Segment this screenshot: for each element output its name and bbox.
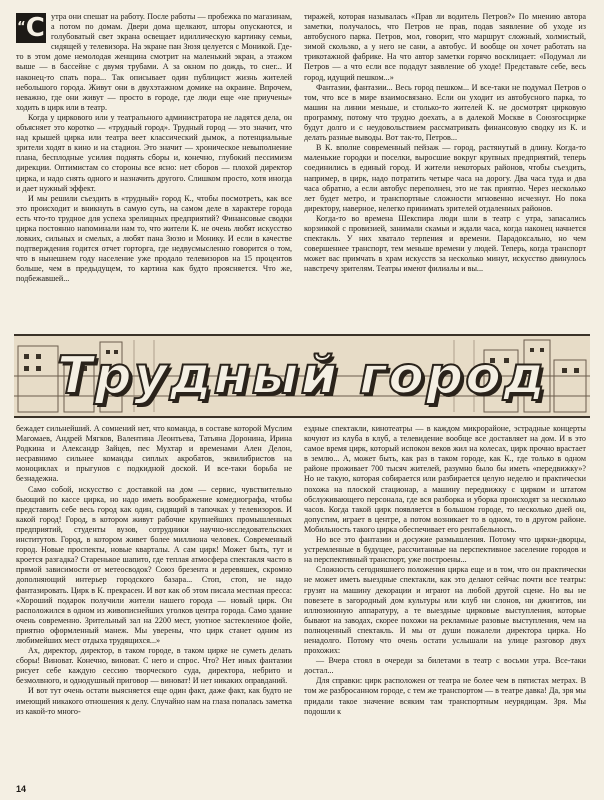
column-bottom-left	[16, 424, 292, 786]
dropcap-quote-mark: “	[17, 20, 26, 35]
paragraph: Когда-то во времена Шекспира люди шли в театр с утра, запасались корзинкой с провизией, занимали скамьи и ждали часа, когда наконец начнется спектакль. У них хватало терпения и времени. Парадоксально, но чем совершеннее транспорт, тем меньше времени у людей. Теперь, когда транспорт может вас примчать в храм искусств за несколько минут, искусство двинулось навстречу зрителям. Театры имеют филиалы и вы...	[304, 213, 586, 274]
paragraph: И мы решили съездить в «трудный» город К., чтобы посмотреть, как все это происходит и вникнуть в самую суть, на самом деле в характере города есть что-то трудное для успеха зрелищных предприятий? Финансовые сводки цирка постоянно напоминали нам то, что жители К. не очень любят искусство ловких, сильных и смелых, а любят пана Зюзю и Монику. И если в качестве подтверждения годится отчет горторга, где недвусмысленно говорится о том, что в нынешнем году население уже продало телевизоров на 15 процентов больше, чем в предыдущем, то картина как будто проясняется. Что же, подбежавшей...	[16, 193, 292, 284]
lead-paragraph	[16, 12, 292, 113]
paragraph: В К. вполне современный пейзаж — город, растянутый в длину. Когда-то маленькие городки и поселки, выросшие вокруг крупных предприятий, теперь соединились в единый город. И жители некоторых районов, чтобы съездить, например, в цирк, надо потратить четыре часа на дорогу. Два часа туда и два часа обратно, а если автобус переполнен, это не так приятно. Через несколько лет будет метро, и транспортные сложности мгновенно исчезнут. Но пока директору, наверное, нелегко принимать зрителей отдаленных районов.	[304, 143, 586, 213]
column-bottom-right	[304, 424, 586, 786]
paragraph: Фантазии, фантазии... Весь город пешком... И все-таки не подумал Петров о том, что все в мире взаимосвязано. Если он уходит из автобусного парка, то машин на линии меньше, и столько-то жителей К. не досмотрят цирковую программу, потому что трудно доехать, а в далекой Москве в Союзгосцирке будут долго и с неудовольствием рассматривать финансовую сводку из К. и делать разные выводы. Вот так-то, Петров...	[304, 82, 586, 143]
column-top-left	[16, 12, 292, 334]
paragraph: Сложность сегодняшнего положения цирка еще и в том, что он практически не может иметь выездные спектакли, как это делают сейчас почти все театры: грузят на машину декорации и играют на любой другой сцене. Но вы не повезете в загородный дом культуры или клуб ни слонов, ни джигитов, ни иллюзионную аппаратуру, а те выездные цирковые выступления, которые бывают на заводах, скорее похожи на рекламные разовые выступления, чем на полноценный спектакль. И мы от души пожалели директора цирка. Но ненадолго. Потому что очень остати услышали на улице разговор двух прохожих:	[304, 565, 586, 656]
title-banner	[14, 334, 590, 418]
column-top-right	[304, 12, 586, 334]
dropcap	[16, 13, 46, 43]
lead-text: утра они спешат на работу. После работы — пробежка по магазинам, а потом по домам. Двери дома щелкают, шторы опускаются, и голубоватый свет экрана освещает идиллическую картинку семьи, сидящей у телевизора. На экране пан Зюзя целуется с Моникой. Где-то в этом доме немолодая женщина смотрит на маленький экран, а этажом выше — в бассейне с двумя трубами. А за окном по дождь, то снег... И наконец-то спать пора... Так описывает один публицист жизнь жителей небольшого города. Живут они в двухэтажном домике на окраине. Впрочем, неважно, где они живут — просто в городе, где люди еще «не приучены» ходить в цирк или в театр.	[16, 12, 292, 112]
paragraph: Ах, директор, директор, в таком городе, в таком цирке не суметь делать сборы! Виноват. Конечно, виноват. С него и спрос. Что? Нет иных фантазии рисует себе каждую сессию творческого суда, директора, небрито и безмолвного, и однодушный приговор — виноват! И нет никаких оправданий.	[16, 646, 292, 686]
article-title: Трудный город	[57, 346, 547, 406]
paragraph: Когда у циркового или у театрального администратора не ладятся дела, он объясняет это коротко — «трудный город». Трудный город — это значит, что над крышей цирка или театра веет классический дымок, а потенциальные зрители ходят в кино и на стадион. Это значит — хроническое невыполнение плана, бесплодные усилия поднять сборы и, конечно, глубокий пессимизм дирекции. Оптимистам со стороны все ясно: нет сборов — плохой директор цирка, и надо снять одного и назначить другого. Слишком просто, хотя иногда и дает нужный эффект.	[16, 112, 292, 193]
paragraph: тиражей, которая называлась «Прав ли водитель Петров?» По мнению автора заметки, получалось, что Петров не прав, подав заявление об уходе из автобусного парка. Петров, мол, говорит, что маршрут сложный, холмистый, зимой скользко, а у него не сани, а автобус. И вообще он хочет работать на трикотажной фабрике. На что автор заметки горячо восклицает: «Подумал ли Петров — а что если все подадут заявление об уходе! Представьте себе, весь город, идущий пешком...»	[304, 12, 586, 82]
paragraph: Но все это фантазии и досужие размышления. Потому что цирки-дворцы, устремленные в будущее, рассчитанные на перспективное заселение городов и на перспективный транспорт, уже построены...	[304, 535, 586, 565]
paragraph: бежадет сильнейший. А сомнений нет, что команда, в составе которой Муслим Магомаев, Андрей Мягков, Валентина Леонтьева, Татьяна Доронина, Ирина Родкина и Александр Зайцев, пес Мухтар и временами Ален Делон, несравнимо сильнее команды сиплых акробатов, эквилибристов на моноциклах и прыгунов с подкидной доской. И все-таки борьба не безнадежна.	[16, 424, 292, 484]
paragraph: ездные спектакли, кинотеатры — в каждом микрорайоне, эстрадные концерты кочуют из клуба в клуб, а телевидение вообще все доставляет на дом. И в это самое время цирк, который испокон веков жил на колесах, цирк прочно врастает в землю... А, может быть, как раз в таком городе, как К., где только в одном районе проживает 700 тысяч жителей, разумно было бы иметь «передвижку»? Но не такую, которая собирается или разбирается целую неделю и практически похожа на плоской стационар, а машину передвижку с цирком и штатом обслуживающего персонала, где вся разборка и уборка происходят за несколько часов. Когда такой цирк появляется в большом городе, то несколько дней он, допустим, играет в центре, а потом возникает то в одном, то в другом районе. Мобильность такого цирка обеспечивает его рентабельность.	[304, 424, 586, 534]
paragraph: Само собой, искусство с доставкой на дом — сервис, чувствительно бьющий по кассе цирка, но надо иметь воображение комедиографа, чтобы представить себе весь город как один, сидящий в тапочках у телевизоров. И какой город! Город, в котором живут рабочие крупнейших промышленных предприятий, студенты вузов, сотрудники научно-исследовательских институтов. Город, в котором живет более миллиона человек. Современный город. Новые проспекты, новые кварталы. А сам цирк! Может быть, тут и кроется разгадка? Старенькое шапито, где теплая атмосфера спектакля часто в прямой зависимости от метеосводок? Союз брезента и деревяшек, скромно дополняющий интерьер городского базара... Стоп, стоп, не надо фантазировать. Цирк в К. прекрасен. И вот как об этом писала местная пресса: «Хороший подарок получили жители нашего города — новый цирк. Он расположился в одном из живописнейших уголков центра города. Само здание очень современно. Зрительный зал на 2200 мест, уютное застекленное фойе, приятно оформленный манеж. Мы уверены, что цирк станет одним из любимейших мест отдыха трудящихся...»	[16, 484, 292, 645]
paragraph: — Вчера стоял в очереди за билетами в театр с восьми утра. Все-таки достал...	[304, 656, 586, 676]
paragraph: Для справки: цирк расположен от театра не более чем в пятистах метрах. В том же разбросанном городе, с тем же транспортом — в театре давка! Да, зря мы придали такое значение всяким там транспортным неурядицам. Зря. Мы подошли к	[304, 676, 586, 716]
paragraph: И вот тут очень остати выясняется еще один факт, даже факт, как будто не имеющий никакого отношения к делу. Случайно нам на глаза попалась заметка из какой-то много-	[16, 686, 292, 716]
dropcap-letter: С	[25, 13, 45, 43]
page-number: 14	[16, 784, 27, 794]
